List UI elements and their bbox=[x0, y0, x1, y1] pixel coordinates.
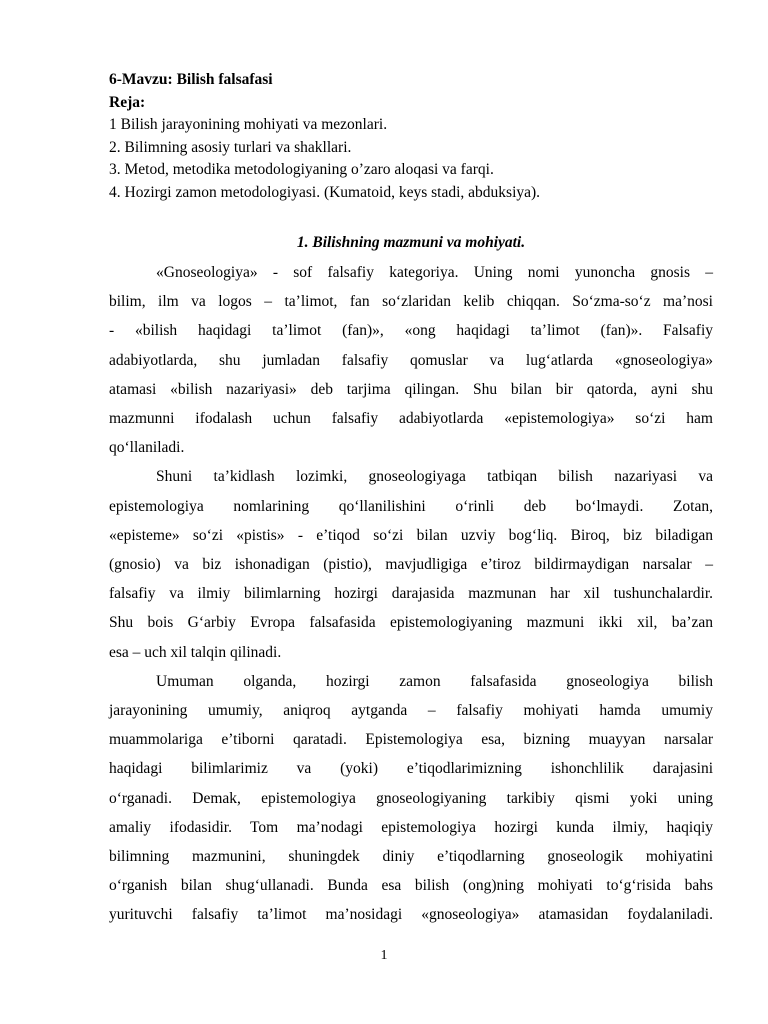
document-body bbox=[109, 258, 713, 930]
plan-item: 1 Bilish jarayonining mohiyati va mezonlari. bbox=[109, 116, 388, 133]
document-header bbox=[109, 69, 713, 204]
paragraph-line: Umuman olganda, hozirgi zamon falsafasida gnoseologiya bilish bbox=[156, 672, 713, 690]
paragraph-line: mazmunni ifodalash uchun falsafiy adabiyotlarda «epistemologiya» so‘zi ham bbox=[109, 410, 713, 428]
paragraph-line: (gnosio) va biz ishonadigan (pistio), mavjudligiga e’tiroz bildirmaydigan narsalar – bbox=[109, 556, 713, 574]
paragraph-line: Shu bois G‘arbiy Evropa falsafasida epistemologiyaning mazmuni ikki xil, ba’zan bbox=[109, 614, 713, 632]
paragraph-line: muammolariga e’tiborni qaratadi. Epistemologiya esa, bizning muayyan narsalar bbox=[109, 731, 713, 749]
paragraph-line: haqidagi bilimlarimiz va (yoki) e’tiqodlarimizning ishonchlilik darajasini bbox=[109, 760, 713, 778]
paragraph-line: esa – uch xil talqin qilinadi. bbox=[109, 643, 282, 661]
paragraph-line: atamasi «bilish nazariyasi» deb tarjima qilingan. Shu bilan bir qatorda, ayni shu bbox=[109, 380, 713, 398]
topic-title: 6-Mavzu: Bilish falsafasi bbox=[109, 71, 273, 88]
plan-item: 2. Bilimning asosiy turlari va shakllari. bbox=[109, 138, 352, 156]
paragraph bbox=[109, 258, 713, 462]
paragraph-line: «Gnoseologiya» - sof falsafiy kategoriya. Uning nomi yunoncha gnosis – bbox=[156, 264, 713, 281]
paragraph-line: o‘rganish bilan shug‘ullanadi. Bunda esa bilish (ong)ning mohiyati to‘g‘risida bahs bbox=[109, 877, 713, 895]
paragraph-line: - «bilish haqidagi ta’limot (fan)», «ong haqidagi ta’limot (fan)». Falsafiy bbox=[109, 322, 713, 340]
paragraph-line: «episteme» so‘zi «pistis» - e’tiqod so‘zi bilan uzviy bog‘liq. Biroq, biz biladigan bbox=[109, 526, 713, 544]
plan-item: 4. Hozirgi zamon metodologiyasi. (Kumatoid, keys stadi, abduksiya). bbox=[109, 183, 541, 201]
plan-label: Reja: bbox=[109, 93, 146, 111]
paragraph-line: jarayonining umumiy, aniqroq aytganda – falsafiy mohiyati hamda umumiy bbox=[109, 702, 713, 720]
section-title: 1. Bilishning mazmuni va mohiyati. bbox=[296, 234, 526, 251]
paragraph-line: Shuni ta’kidlash lozimki, gnoseologiyaga tatbiqan bilish nazariyasi va bbox=[156, 468, 713, 486]
plan-item: 3. Metod, metodika metodologiyaning o’zaro aloqasi va farqi. bbox=[109, 161, 494, 178]
paragraph-line: bilim, ilm va logos – ta’limot, fan so‘zlaridan kelib chiqqan. So‘zma-so‘z ma’nosi bbox=[109, 293, 713, 311]
paragraph-line: bilimning mazmunini, shuningdek diniy e’tiqodlarning gnoseologik mohiyatini bbox=[109, 848, 713, 866]
paragraph bbox=[109, 462, 713, 666]
paragraph-line: epistemologiya nomlarining qo‘llanilishini o‘rinli deb bo‘lmaydi. Zotan, bbox=[109, 497, 713, 515]
page-number: 1 bbox=[380, 948, 388, 963]
paragraph-line: yurituvchi falsafiy ta’limot ma’nosidagi «gnoseologiya» atamasidan foydalaniladi. bbox=[109, 906, 713, 924]
paragraph-line: o‘rganadi. Demak, epistemologiya gnoseologiyaning tarkibiy qismi yoki uning bbox=[109, 789, 713, 807]
paragraph-line: falsafiy va ilmiy bilimlarning hozirgi darajasida mazmunan har xil tushunchalardir. bbox=[109, 585, 713, 603]
paragraph-line: qo‘llaniladi. bbox=[109, 439, 185, 457]
paragraph-line: amaliy ifodasidir. Tom ma’nodagi epistemologiya hozirgi kunda ilmiy, haqiqiy bbox=[109, 818, 713, 836]
paragraph bbox=[109, 667, 713, 930]
paragraph-line: adabiyotlarda, shu jumladan falsafiy qomuslar va lug‘atlarda «gnoseologiya» bbox=[109, 351, 713, 369]
